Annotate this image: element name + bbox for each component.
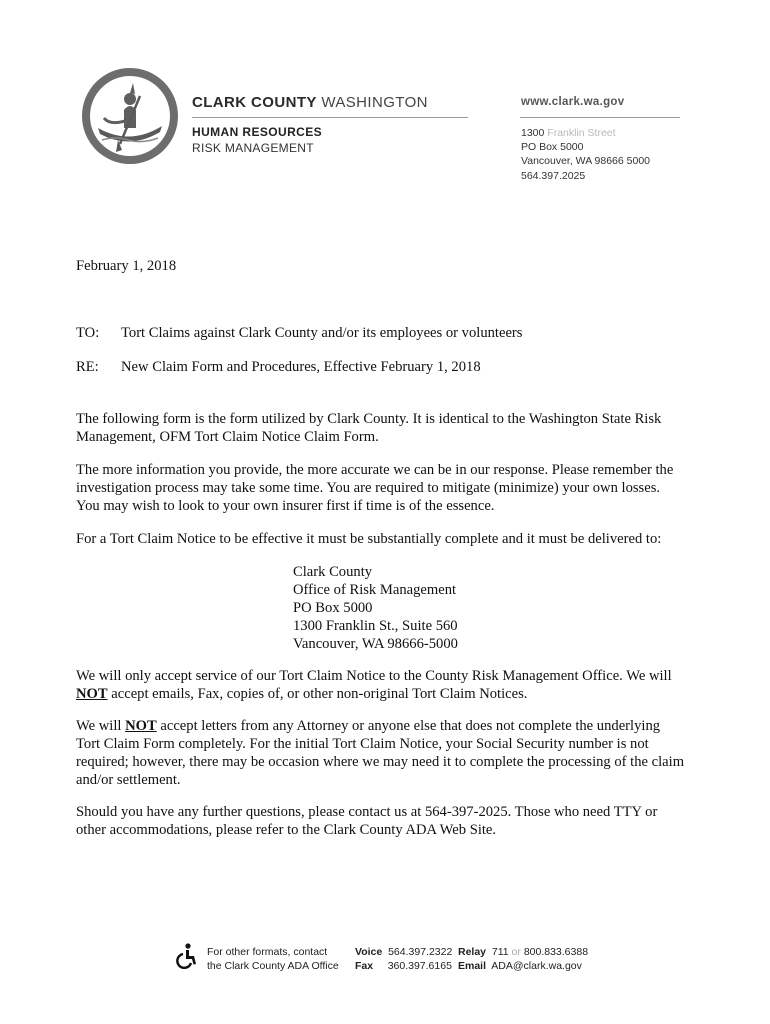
letterhead-divider-right <box>520 117 680 118</box>
paragraph-form-info <box>76 410 696 446</box>
emphasis-not: NOT <box>76 686 108 702</box>
street-name: Franklin Street <box>547 127 616 139</box>
website-link[interactable]: www.clark.wa.gov <box>521 96 625 108</box>
paragraph-line: investigation process may take some time. You are required to mitigate (minimize) your own losses. <box>76 480 661 496</box>
letterhead-address <box>521 126 650 183</box>
ada-line: the Clark County ADA Office <box>207 959 339 972</box>
to-label: TO: <box>76 325 100 341</box>
re-text: New Claim Form and Procedures, Effective February 1, 2018 <box>121 359 481 375</box>
paragraph-line: Should you have any further questions, please contact us at 564-397-2025. Those who need TTY or <box>76 804 658 820</box>
address-line: Vancouver, WA 98666-5000 <box>293 636 458 652</box>
paragraph-line: You may wish to look to your own insurer first if time is of the essence. <box>76 498 495 514</box>
org-name <box>192 94 428 111</box>
paragraph-delivery <box>76 530 696 548</box>
po-box: PO Box 5000 <box>521 141 584 154</box>
voice-number: 564.397.2322 <box>388 946 453 958</box>
voice-label: Voice <box>355 946 383 958</box>
paragraph-line: required; however, there may be occasion where we may need it to complete the processing of the claim <box>76 754 685 770</box>
ada-relay-email <box>458 946 588 973</box>
clark-county-seal-icon <box>80 66 180 166</box>
paragraph-line: For a Tort Claim Notice to be effective it must be substantially complete and it must be delivered to: <box>76 531 662 547</box>
paragraph-service <box>76 667 696 703</box>
org-name-primary: CLARK COUNTY <box>192 94 317 111</box>
paragraph-line: accept emails, Fax, copies of, or other non-original Tort Claim Notices. <box>107 686 528 702</box>
to-text: Tort Claims against Clark County and/or its employees or volunteers <box>121 325 523 341</box>
relay-label: Relay <box>458 946 487 958</box>
division-name: RISK MANAGEMENT <box>192 141 314 155</box>
address-line: Clark County <box>293 564 373 580</box>
wheelchair-accessibility-icon <box>174 943 198 969</box>
paragraph-contact <box>76 803 696 839</box>
ada-phone-numbers <box>355 946 452 973</box>
paragraph-line: The following form is the form utilized by Clark County. It is identical to the Washington State Risk <box>76 411 662 427</box>
paragraph-line: Tort Claim Form completely. For the initial Tort Claim Notice, your Social Security number is not <box>76 736 649 752</box>
address-line: PO Box 5000 <box>293 600 373 616</box>
phone-number: 564.397.2025 <box>521 169 586 182</box>
paragraph-information <box>76 461 696 515</box>
department-name: HUMAN RESOURCES <box>192 125 323 139</box>
paragraph-prefix: We will <box>76 718 126 734</box>
letterhead-divider-left <box>192 117 468 118</box>
email-address[interactable]: ADA@clark.wa.gov <box>491 959 582 972</box>
fax-number: 360.397.6165 <box>387 959 452 972</box>
ada-office-note <box>207 946 339 973</box>
emphasis-not: NOT <box>125 718 157 734</box>
paragraph-line: We will only accept service of our Tort Claim Notice to the County Risk Management Office. We will <box>76 668 672 684</box>
paragraph-line: accept letters from any Attorney or anyone else that does not complete the underlying <box>156 718 661 734</box>
org-name-state: WASHINGTON <box>321 94 428 111</box>
street-number: 1300 <box>521 127 545 139</box>
paragraph-line: The more information you provide, the more accurate we can be in our response. Please remember the <box>76 462 674 478</box>
ada-line: For other formats, contact <box>207 946 328 958</box>
fax-label: Fax <box>355 959 374 972</box>
address-line: 1300 Franklin St., Suite 560 <box>293 618 458 634</box>
relay-number: 711 <box>491 946 509 958</box>
relay-alt-number: 800.833.6388 <box>523 946 589 958</box>
paragraph-attorney <box>76 717 696 789</box>
paragraph-line: and/or settlement. <box>76 772 181 788</box>
delivery-address <box>293 563 458 653</box>
letter-date: February 1, 2018 <box>76 258 177 274</box>
paragraph-line: other accommodations, please refer to the Clark County ADA Web Site. <box>76 822 497 838</box>
paragraph-line: Management, OFM Tort Claim Notice Claim Form. <box>76 429 379 445</box>
re-label: RE: <box>76 359 99 375</box>
city-line: Vancouver, WA 98666 5000 <box>521 155 651 168</box>
address-line: Office of Risk Management <box>293 582 457 598</box>
relay-or: or <box>511 946 521 958</box>
email-label: Email <box>458 959 487 972</box>
